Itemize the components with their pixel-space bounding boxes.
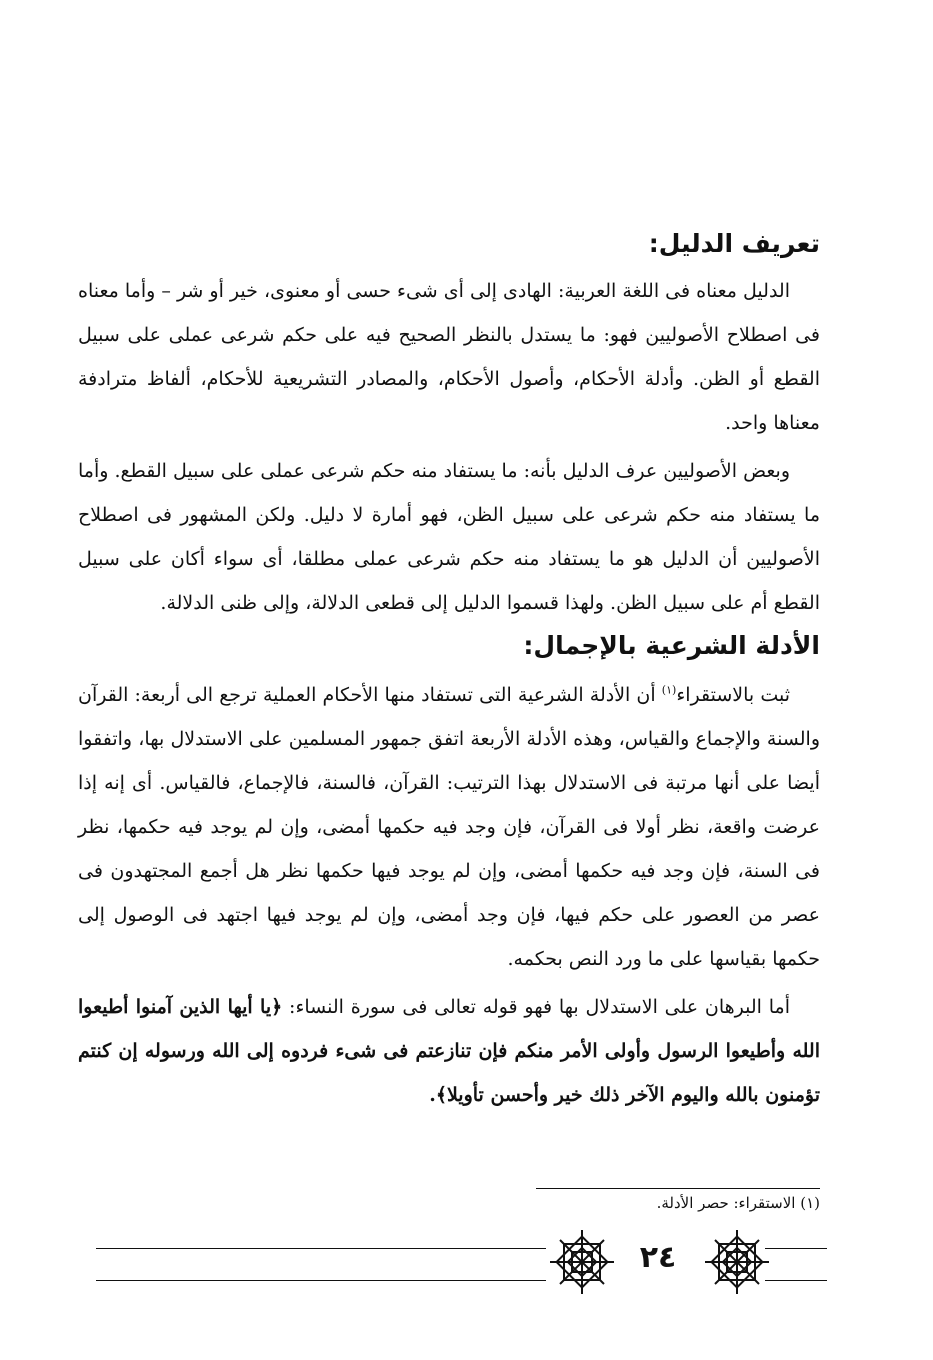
footer-line (96, 1280, 546, 1281)
page-number: ٢٤ (639, 1240, 677, 1275)
footnote: (١) الاستقراء: حصر الأدلة. (656, 1194, 820, 1212)
ornament-icon (703, 1228, 771, 1296)
ornament-icon (548, 1228, 616, 1296)
page-body (78, 225, 820, 1117)
section-heading-sources: الأدلة الشرعية بالإجمال: (523, 631, 820, 660)
paragraph: وبعض الأصوليين عرف الدليل بأنه: ما يستفاد منه حكم شرعى عملى على سبيل القطع. وأما ما يستفاد منه حكم شرعى على سبيل الظن، فهو أمارة لا دليل. ولكن المشهور فى اصطلاح الأصوليين أن الدليل هو ما يستفاد منه حكم شرعى عملى مطلقا، أى سواء أكان على سبيل القطع أم على سبيل الظن. ولهذا قسموا الدليل إلى قطعى الدلالة، وإلى ظنى الدلالة. (78, 460, 820, 614)
paragraph (78, 985, 820, 1117)
section-heading-definition: تعريف الدليل: (648, 229, 820, 258)
footer-line (96, 1248, 546, 1249)
paragraph (78, 673, 820, 981)
footer-line (765, 1280, 827, 1281)
paragraph-text: ثبت بالاستقراء (676, 684, 790, 706)
paragraph-text: أن الأدلة الشرعية التى تستفاد منها الأحكام العملية ترجع الى أربعة: القرآن والسنة والإجماع والقياس، وهذه الأدلة الأربعة اتفق جمهور المسلمين على الاستدلال بها، واتفقوا أيضا على أنها مرتبة فى الاستدلال بهذا الترتيب: القرآن، فالسنة، فالإجماع، فالقياس. أى إنه إذا عرضت واقعة، نظر أولا فى القرآن، فإن وجد فيه حكمها أمضى، وإن لم يوجد فيه حكمها، نظر فى السنة، فإن وجد فيه حكمها أمضى، وإن لم يوجد فيها حكمها نظر هل أجمع المجتهدون فى عصر من العصور على حكم فيها، فإن وجد أمضى، وإن لم يوجد فيها اجتهد فى الوصول إلى حكمها بقياسها على ما ورد النص بحكمه. (78, 684, 820, 970)
paragraph: الدليل معناه فى اللغة العربية: الهادى إلى أى شىء حسى أو معنوى، خير أو شر – وأما معناه فى اصطلاح الأصوليين فهو: ما يستدل بالنظر الصحيح فيه على حكم شرعى عملى على سبيل القطع أو الظن. وأدلة الأحكام، وأصول الأحكام، والمصادر التشريعية للأحكام، ألفاظ مترادفة معناها واحد. (78, 280, 820, 434)
footnote-rule (536, 1188, 820, 1189)
footer-line (765, 1248, 827, 1249)
footnote-reference: (١) (661, 683, 677, 697)
quran-quote: ﴿يا أيها الذين آمنوا أطيعوا الله وأطيعوا الرسول وأولى الأمر منكم فإن تنازعتم فى شىء فردوه إلى الله ورسوله إن كنتم تؤمنون بالله واليوم الآخر ذلك خير وأحسن تأويلا﴾. (78, 996, 820, 1106)
paragraph-text: أما البرهان على الاستدلال بها فهو قوله تعالى فى سورة النساء: (282, 996, 790, 1018)
